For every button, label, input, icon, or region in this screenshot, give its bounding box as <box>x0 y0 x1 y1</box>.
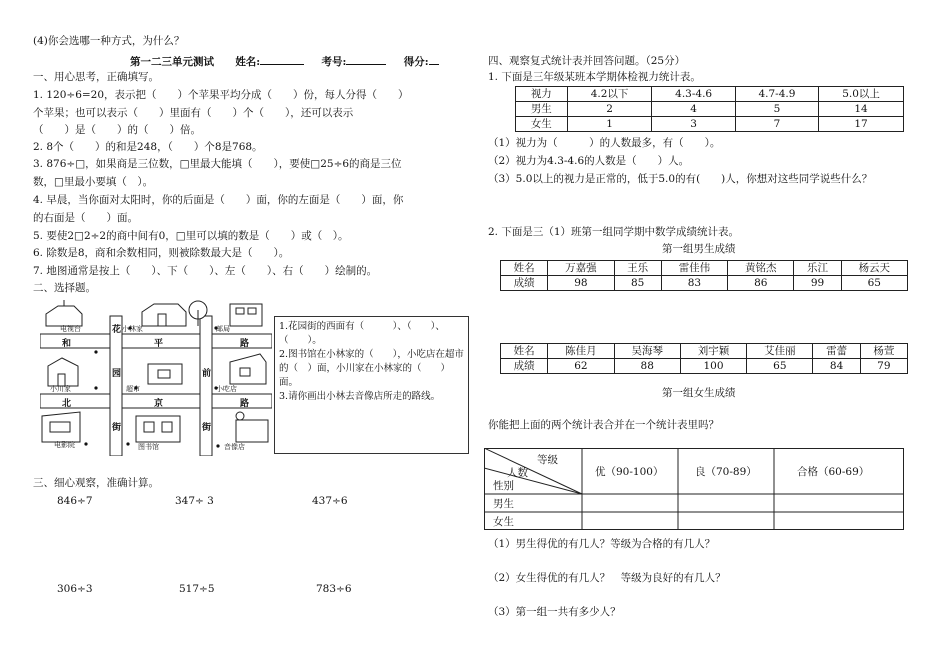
test-header <box>130 54 439 69</box>
id-blank[interactable] <box>346 54 386 65</box>
road-char-hua: 花 <box>112 325 122 335</box>
table-cell: 86 <box>728 276 794 291</box>
street-map <box>40 296 272 456</box>
table-cell: 83 <box>661 276 727 291</box>
part-1-q3: （3）5.0以上的视力是正常的，低于5.0的有( )人，你想对这些同学说些什么？ <box>488 173 873 185</box>
name-blank[interactable] <box>260 54 304 65</box>
q5: 5. 要使2□2÷2的商中间有0，□里可以填的数是（ ）或（ ）。 <box>33 230 349 242</box>
road-char-he: 和 <box>62 339 72 349</box>
section-4-title: 四、观察复式统计表并回答问题。（25分） <box>488 55 686 67</box>
table-cell: 乐江 <box>794 261 841 276</box>
table-cell: 视力 <box>516 87 568 102</box>
table-cell: 雷佳伟 <box>661 261 727 276</box>
road-char-jing: 京 <box>154 399 164 409</box>
q3-line2: 数，□里最小要填（ ）。 <box>33 176 154 188</box>
map-q2: 2.图书馆在小林家的（ ），小吃店在超市的（ ）面，小川家在小林家的（ ）面。 <box>279 349 464 388</box>
girls-score-table <box>500 343 908 374</box>
road-char-jie-1: 街 <box>112 423 122 433</box>
map-label-supermarket: 超市 <box>126 385 140 393</box>
map-label-cinema: 电影院 <box>54 441 75 449</box>
q6: 6. 除数是8，商和余数相同，则被除数最大是（ ）。 <box>33 247 290 259</box>
table-cell: 刘宇颖 <box>680 344 746 359</box>
table-row <box>501 344 908 359</box>
table-cell: 吴海琴 <box>614 344 680 359</box>
road-char-qian: 前 <box>202 369 212 379</box>
table-cell: 79 <box>860 359 907 374</box>
table-cell: 65 <box>841 276 907 291</box>
table-cell: 王乐 <box>614 261 661 276</box>
table-row <box>501 276 908 291</box>
calc-347: 347÷ 3 <box>175 495 214 507</box>
vision-table <box>515 86 904 132</box>
final-q3: （3）第一组一共有多少人？ <box>488 606 621 618</box>
road-char-jie-2: 街 <box>202 423 212 433</box>
row-boys: 男生 <box>493 498 514 510</box>
section-2-title: 二、选择题。 <box>33 282 96 294</box>
calc-437: 437÷6 <box>312 495 348 507</box>
table-cell: 成绩 <box>501 276 548 291</box>
table-cell: 陈佳月 <box>548 344 614 359</box>
map-label-tv-station: 电视台 <box>60 325 81 333</box>
table-row <box>516 87 904 102</box>
part-1-q1: （1）视力为（ ）的人数最多，有（ ）。 <box>488 137 721 149</box>
table-cell: 65 <box>747 359 813 374</box>
map-label-xiaochuan-home: 小川家 <box>50 385 71 393</box>
table-cell: 万嘉强 <box>548 261 614 276</box>
calc-517: 517÷5 <box>179 583 215 595</box>
section-1-title: 一、用心思考，正确填写。 <box>33 71 159 83</box>
table-cell: 99 <box>794 276 841 291</box>
boys-score-table <box>500 260 908 291</box>
table-cell: 5.0以上 <box>819 87 904 102</box>
q7: 7. 地图通常是按上（ ）、下（ ）、左（ ）、右（ ）绘制的。 <box>33 265 378 277</box>
table-cell: 17 <box>819 117 904 132</box>
road-char-bei: 北 <box>62 399 72 409</box>
map-q1: 1.花园街的西面有（ ）、（ ）、（ ）。 <box>279 321 445 346</box>
map-q3: 3.请你画出小林去音像店所走的路线。 <box>279 391 441 402</box>
map-label-post-office: 邮局 <box>216 325 230 333</box>
table-cell: 姓名 <box>501 344 548 359</box>
score-label: 得分: <box>403 56 429 68</box>
table-cell: 4.2以下 <box>567 87 652 102</box>
part-2-intro: 2. 下面是三（1）班第一组同学期中数学成绩统计表。 <box>488 226 740 238</box>
col-good: 良（70-89） <box>695 466 757 478</box>
table-cell: 姓名 <box>501 261 548 276</box>
q1-line1: 1. 120÷6=20，表示把（ ）个苹果平均分成（ ）份，每人分得（ ） <box>33 89 409 101</box>
calc-783: 783÷6 <box>316 583 352 595</box>
corner-count-label: 人数 <box>507 467 528 479</box>
part-1-intro: 1. 下面是三年级某班本学期体检视力统计表。 <box>488 71 701 83</box>
merge-table <box>484 448 904 530</box>
table-cell: 女生 <box>516 117 568 132</box>
table-cell: 7 <box>735 117 818 132</box>
col-pass: 合格（60-69） <box>797 466 870 478</box>
table-cell: 成绩 <box>501 359 548 374</box>
map-label-library: 图书馆 <box>138 443 159 451</box>
name-label: 姓名: <box>235 56 261 68</box>
calc-846: 846÷7 <box>57 495 93 507</box>
score-blank[interactable] <box>429 54 439 65</box>
table-cell: 100 <box>680 359 746 374</box>
corner-grade-label: 等级 <box>537 454 558 466</box>
section-3-title: 三、细心观察，准确计算。 <box>33 477 159 489</box>
table-cell: 98 <box>548 276 614 291</box>
table-row <box>501 261 908 276</box>
table-cell: 杨云天 <box>841 261 907 276</box>
table-cell: 84 <box>813 359 860 374</box>
q4-line2: 的右面是（ ）面。 <box>33 212 138 224</box>
q1-line3: （ ）是（ ）的（ ）倍。 <box>33 124 201 136</box>
table-cell: 4 <box>652 102 735 117</box>
table-cell: 艾佳丽 <box>747 344 813 359</box>
q4-line1: 4. 早晨，当你面对太阳时，你的后面是（ ）面，你的左面是（ ）面，你 <box>33 194 404 206</box>
final-q2: （2）女生得优的有几人？ 等级为良好的有几人？ <box>488 572 726 584</box>
q1-line2: 个苹果；也可以表示（ ）里面有（ ）个（ ），还可以表示 <box>33 107 354 119</box>
table-cell: 85 <box>614 276 661 291</box>
road-char-ping: 平 <box>154 339 164 349</box>
table-cell: 88 <box>614 359 680 374</box>
table-row <box>501 359 908 374</box>
map-label-music-store: 音像店 <box>224 443 245 451</box>
table-cell: 2 <box>567 102 652 117</box>
table-cell: 雷蕾 <box>813 344 860 359</box>
merge-question: 你能把上面的两个统计表合并在一个统计表里吗？ <box>488 419 719 431</box>
table-cell: 杨萱 <box>860 344 907 359</box>
test-title: 第一二三单元测试 <box>130 56 214 68</box>
road-char-yuan: 园 <box>112 369 122 379</box>
row-girls: 女生 <box>493 516 514 528</box>
col-excellent: 优（90-100） <box>595 466 664 478</box>
table-cell: 3 <box>652 117 735 132</box>
table-cell: 黄铭杰 <box>728 261 794 276</box>
calc-306: 306÷3 <box>57 583 93 595</box>
table-cell: 4.7-4.9 <box>735 87 818 102</box>
boys-caption: 第一组男生成绩 <box>662 243 736 255</box>
q3-line1: 3. 876÷□，如果商是三位数，□里最大能填（ ），要使□25÷6的商是三位 <box>33 158 402 170</box>
table-cell: 5 <box>735 102 818 117</box>
map-label-snack-shop: 小吃店 <box>216 385 237 393</box>
table-cell: 1 <box>567 117 652 132</box>
table-cell: 男生 <box>516 102 568 117</box>
table-row <box>516 102 904 117</box>
map-questions-box <box>274 316 469 454</box>
road-char-lu-1: 路 <box>240 339 250 349</box>
table-cell: 4.3-4.6 <box>652 87 735 102</box>
part-1-q2: （2）视力为4.3-4.6的人数是（ ）人。 <box>488 155 690 167</box>
final-q1: （1）男生得优的有几人？等级为合格的有几人？ <box>488 538 716 550</box>
map-label-xiaolin-home: 小林家 <box>122 325 143 333</box>
table-row <box>516 117 904 132</box>
id-label: 考号: <box>321 56 347 68</box>
girls-caption: 第一组女生成绩 <box>662 387 736 399</box>
road-char-lu-2: 路 <box>240 399 250 409</box>
corner-gender-label: 性别 <box>493 480 514 492</box>
table-cell: 62 <box>548 359 614 374</box>
q2: 2. 8个（ ）的和是248，（ ）个8是768。 <box>33 141 263 153</box>
table-cell: 14 <box>819 102 904 117</box>
prev-question-4: (4)你会选哪一种方式，为什么？ <box>33 35 185 47</box>
